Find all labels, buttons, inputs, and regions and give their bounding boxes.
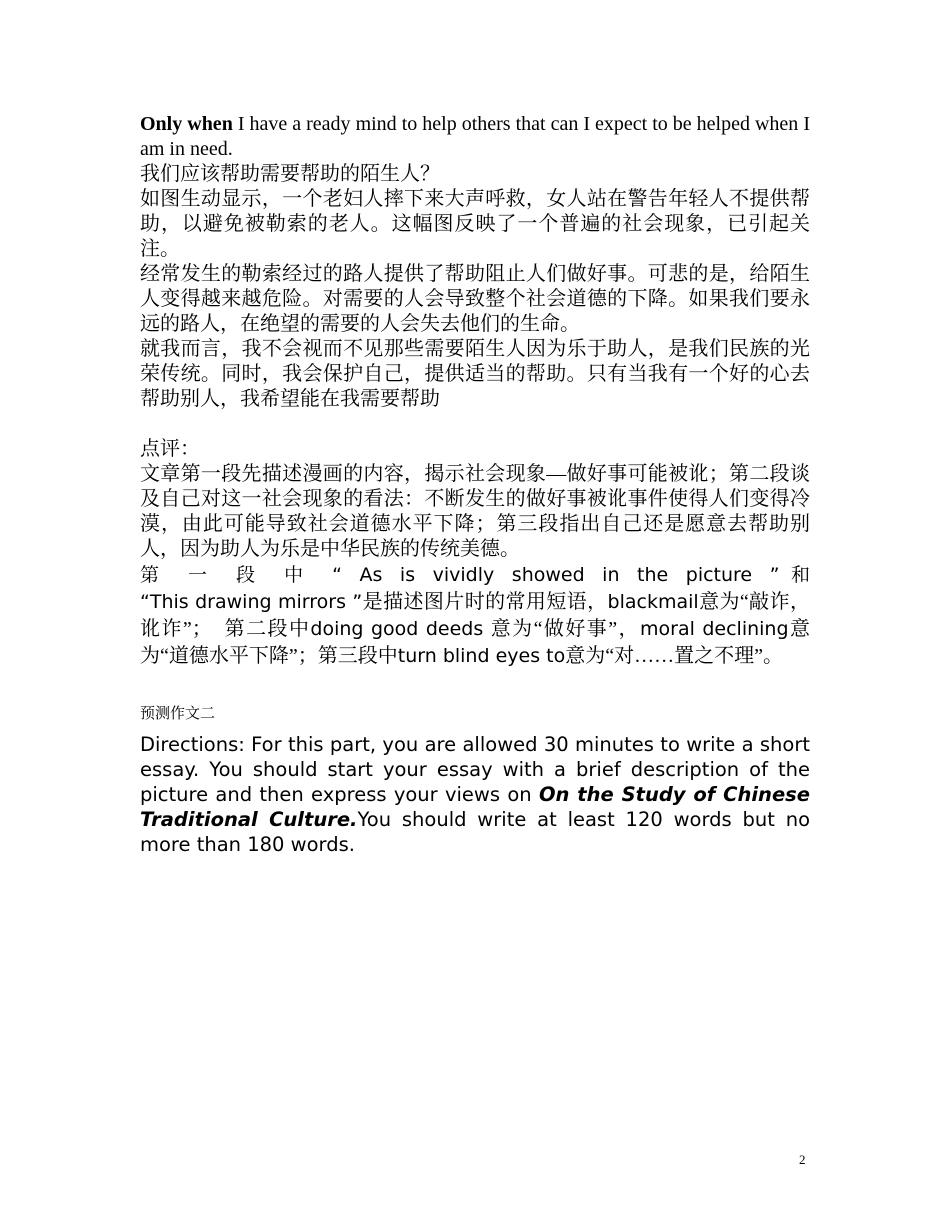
comment-paragraph-2-line-1: 第 一 段 中 “ As is vividly showed in the picture ”和 [140, 564, 810, 586]
page-content [140, 112, 810, 857]
page-number: 2 [799, 1152, 806, 1167]
phrase-blackmail: blackmail [607, 591, 699, 613]
spacer [140, 724, 810, 732]
spacer [140, 670, 810, 704]
phrase-doing-good-deeds: doing good deeds [310, 618, 491, 640]
essay-title-chinese: 我们应该帮助需要帮助的陌生人？ [140, 163, 440, 185]
directions-topic: On the Study of Chinese Traditional Culture. [140, 783, 810, 831]
phrase-moral-declining: moral declining [640, 618, 789, 640]
comment-text-segment: 意为“做好事”， [490, 618, 640, 640]
prediction-heading: 预测作文二 [140, 706, 216, 722]
essay-paragraph-1-chinese: 如图生动显示，一个老妇人摔下来大声呼救，女人站在警告年轻人不提供帮助，以避免被勒索的老人。这幅图反映了一个普遍的社会现象，已引起关注。 [140, 188, 810, 260]
phrase-this-drawing-mirrors: “This drawing mirrors ” [140, 591, 363, 613]
comment-text-segment: 意为“对……置之不理”。 [565, 645, 783, 667]
essay-opening-sentence [140, 112, 810, 162]
opening-bold-phrase: Only when [140, 113, 233, 135]
essay-directions [140, 732, 810, 857]
directions-intro: Directions: For this part, you are allowed 30 minutes to write a short essay. You should start your essay with a brief description of the picture and then express your views on [140, 733, 810, 806]
comment-paragraph-1: 文章第一段先描述漫画的内容，揭示社会现象—做好事可能被讹；第二段谈及自己对这一社会现象的看法：不断发生的做好事被讹事件使得人们变得冷漠，由此可能导致社会道德水平下降；第三段指出自己还是愿意去帮助别人，因为助人为乐是中华民族的传统美德。 [140, 463, 810, 560]
phrase-turn-blind-eyes-to: turn blind eyes to [397, 645, 566, 667]
comment-heading: 点评： [140, 438, 200, 460]
essay-paragraph-2-chinese: 经常发生的勒索经过的路人提供了帮助阻止人们做好事。可悲的是，给陌生人变得越来越危险。对需要的人会导致整个社会道德的下降。如果我们要永远的路人，在绝望的需要的人会失去他们的生命。 [140, 263, 810, 335]
essay-paragraph-3-chinese: 就我而言，我不会视而不见那些需要陌生人因为乐于助人，是我们民族的光荣传统。同时，我会保护自己，提供适当的帮助。只有当我有一个好的心去帮助别人，我希望能在我需要帮助 [140, 338, 810, 410]
comment-paragraph-2 [140, 562, 810, 670]
spacer [140, 412, 810, 437]
opening-sentence-rest: I have a ready mind to help others that can I expect to be helped when I am in need. [140, 113, 810, 160]
comment-text-segment: 意为“道德水平下降”；第三段中 [140, 618, 810, 667]
directions-word-limit: You should write at least 120 words but no more than 180 words. [140, 808, 811, 856]
comment-text-segment: 是描述图片时的常用短语， [362, 591, 608, 613]
comment-text-segment: 意为“敲诈，讹诈”； 第二段中 [140, 591, 810, 640]
